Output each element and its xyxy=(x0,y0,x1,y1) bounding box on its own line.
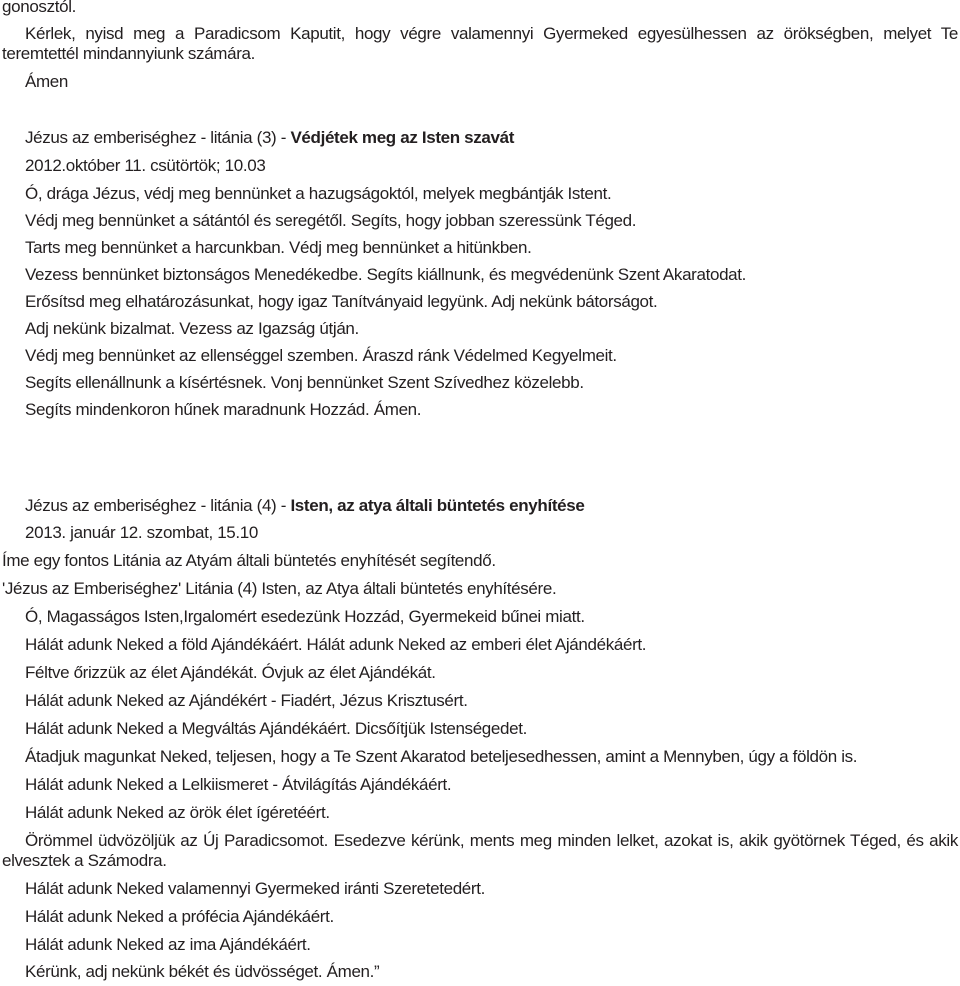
litany-3-line: Vezess bennünket biztonságos Menedékedbe. Segíts kiállnunk, és megvédenünk Szent Akaratodat. xyxy=(25,265,747,284)
litany-4-line: Ó, Magasságos Isten,Irgalomért esedezünk Hozzád, Gyermekeid bűnei miatt. xyxy=(25,607,585,626)
litany-4-title-prefix: Jézus az emberiséghez - litánia (4) - xyxy=(25,496,291,515)
litany-3-line: Erősítsd meg elhatározásunkat, hogy igaz Tanítványaid legyünk. Adj nekünk bátorságot. xyxy=(25,292,658,311)
litany-4-line: Hálát adunk Neked a föld Ajándékáért. Hálát adunk Neked az emberi élet Ajándékáért. xyxy=(25,635,647,654)
previous-text-tail: gonosztól. xyxy=(2,0,76,16)
litany-4-line: Hálát adunk Neked az örök élet ígéretéért. xyxy=(25,803,330,822)
litany-4-line: Hálát adunk Neked az ima Ajándékáért. xyxy=(25,935,311,954)
litany-4-line: Féltve őrizzük az élet Ajándékát. Óvjuk az élet Ajándékát. xyxy=(25,663,436,682)
litany-4-line: Hálát adunk Neked az Ajándékért - Fiadért, Jézus Krisztusért. xyxy=(25,691,468,710)
litany-3-line: Tarts meg bennünket a harcunkban. Védj meg bennünket a hitünkben. xyxy=(25,238,532,257)
amen-line: Ámen xyxy=(25,72,69,91)
litany-4-intro: 'Jézus az Emberiséghez' Litánia (4) Isten, az Atya általi büntetés enyhítésére. xyxy=(2,579,557,598)
litany-3-line: Ó, drága Jézus, védj meg bennünket a hazugságoktól, melyek megbántják Istent. xyxy=(25,184,612,203)
litany-4-line: Hálát adunk Neked valamennyi Gyermeked iránti Szeretetedért. xyxy=(25,879,485,898)
litany-3-line: Adj nekünk bizalmat. Vezess az Igazság útján. xyxy=(25,319,359,338)
litany-3-date: 2012.október 11. csütörtök; 10.03 xyxy=(25,156,266,175)
litany-4-line: Hálát adunk Neked a prófécia Ajándékáért. xyxy=(25,907,334,926)
litany-3-title-bold: Védjétek meg az Isten szavát xyxy=(290,128,515,147)
closing-paragraph: Kérlek, nyisd meg a Paradicsom Kaputit, hogy végre valamennyi Gyermeked egyesülhessen az örökségben, melyet Te teremtettél mindannyiunk számára. xyxy=(2,24,958,63)
litany-4-line: Hálát adunk Neked a Megváltás Ajándékáért. Dicsőítjük Istenségedet. xyxy=(25,719,527,738)
litany-3-title xyxy=(25,128,514,148)
litany-4-intro: Íme egy fontos Litánia az Atyám általi büntetés enyhítését segítendő. xyxy=(2,551,496,570)
litany-3-line: Segíts ellenállnunk a kísértésnek. Vonj bennünket Szent Szívedhez közelebb. xyxy=(25,373,584,392)
litany-3-line: Védj meg bennünket az ellenséggel szemben. Áraszd ránk Védelmed Kegyelmeit. xyxy=(25,346,617,365)
litany-4-line: Hálát adunk Neked a Lelkiismeret - Átvilágítás Ajándékáért. xyxy=(25,775,452,794)
litany-3-line: Segíts mindenkoron hűnek maradnunk Hozzád. Ámen. xyxy=(25,400,422,419)
litany-3-title-prefix: Jézus az emberiséghez - litánia (3) - xyxy=(25,128,291,147)
litany-3-line: Védj meg bennünket a sátántól és seregétől. Segíts, hogy jobban szeressünk Téged. xyxy=(25,211,637,230)
paradise-paragraph: Örömmel üdvözöljük az Új Paradicsomot. Esedezve kérünk, ments meg minden lelket, azokat is, akik gyötörnek Téged, és akik elvesztek a Számodra. xyxy=(2,831,958,870)
litany-4-title-bold: Isten, az atya általi büntetés enyhítése xyxy=(290,496,585,515)
litany-4-title xyxy=(25,496,584,516)
litany-4-line: Átadjuk magunkat Neked, teljesen, hogy a Te Szent Akaratod beteljesedhessen, amint a Mennyben, úgy a földön is. xyxy=(25,747,858,766)
litany-4-line: Kérünk, adj nekünk békét és üdvösséget. Ámen.” xyxy=(25,962,380,981)
litany-4-date: 2013. január 12. szombat, 15.10 xyxy=(25,523,258,542)
